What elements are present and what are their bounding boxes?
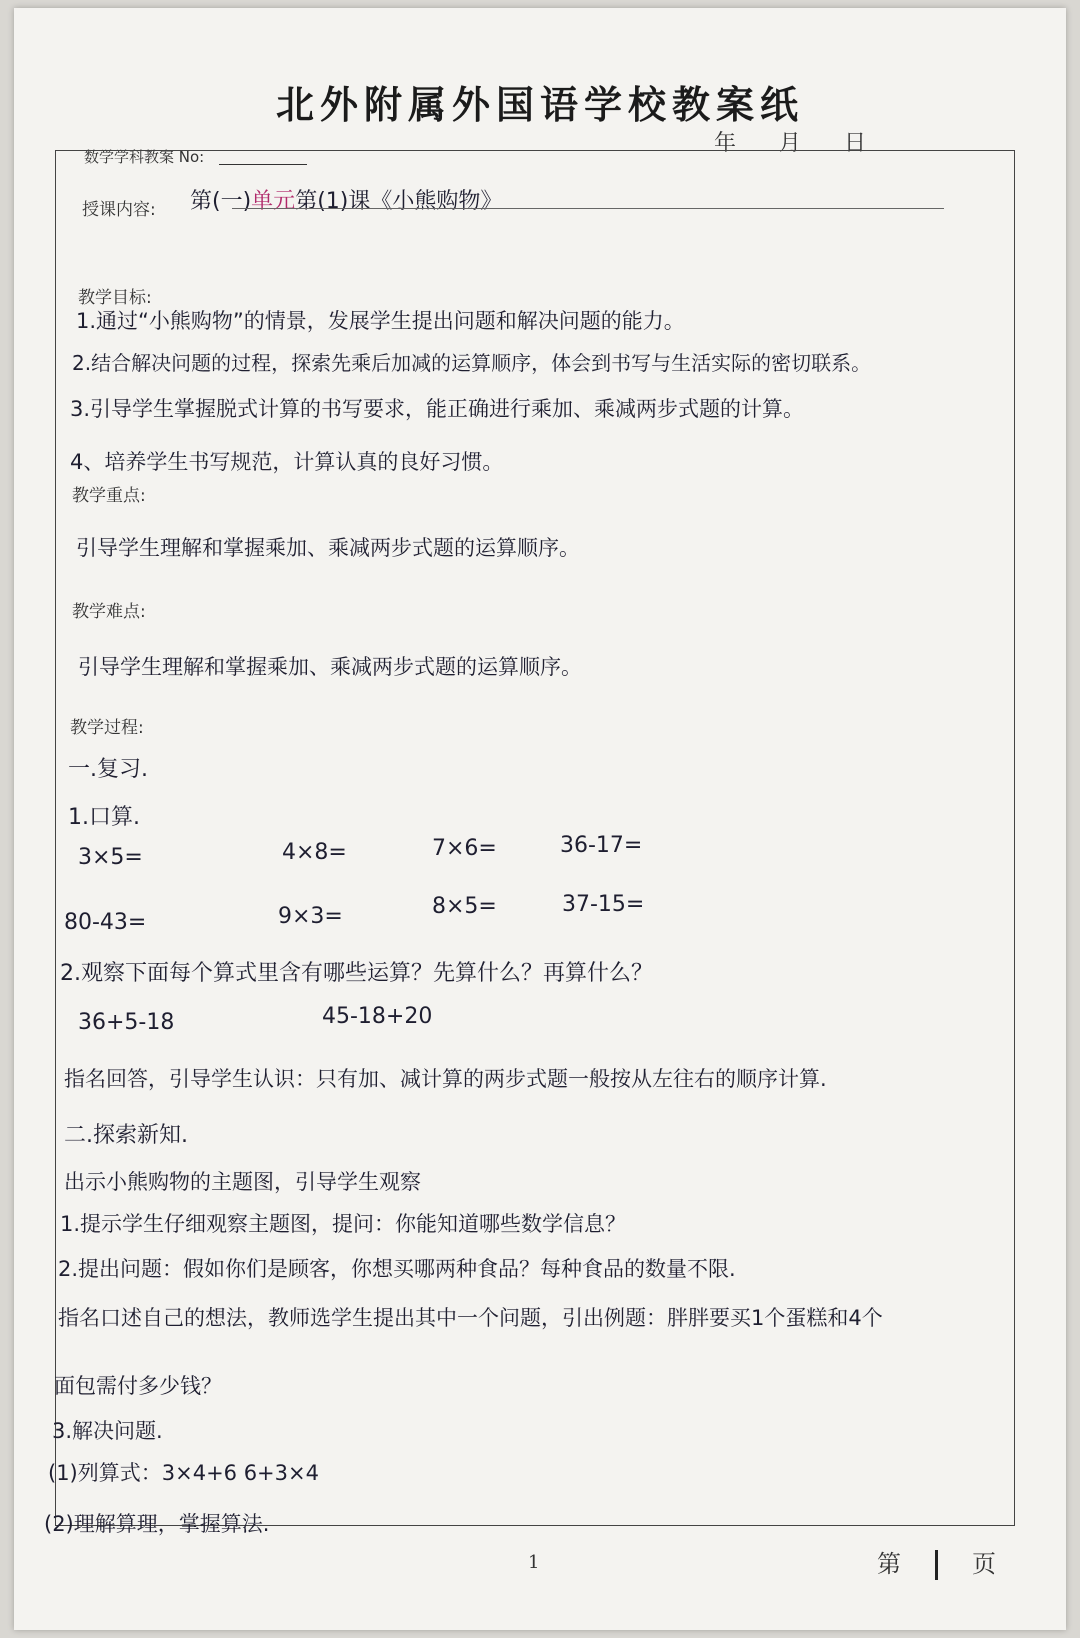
goal-item: 4、培养学生书写规范，计算认真的良好习惯。 <box>70 450 504 474</box>
page-title: 北外附属外国语学校教案纸 <box>275 82 804 127</box>
day-label: 日 <box>844 131 867 156</box>
page-prefix: 第 <box>877 1550 901 1578</box>
content-prefix: 第(一) <box>190 189 252 214</box>
step-formula: (1)列算式：3×4+6 6+3×4 <box>48 1461 319 1485</box>
content-text <box>190 184 502 215</box>
key-point-text: 引导学生理解和掌握乘加、乘减两步式题的运算顺序。 <box>76 536 580 560</box>
oral-calc-heading: 1.口算. <box>68 805 140 830</box>
step-describe: 指名口述自己的想法，教师选学生提出其中一个问题，引出例题：胖胖要买1个蛋糕和4个 <box>58 1306 883 1330</box>
show-picture-text: 出示小熊购物的主题图，引导学生观察 <box>64 1170 421 1194</box>
calc-item: 7×6= <box>432 836 497 861</box>
answer-text: 指名回答，引导学生认识：只有加、减计算的两步式题一般按从左往右的顺序计算. <box>64 1067 827 1091</box>
step-question: 2.提出问题：假如你们是顾客，你想买哪两种食品？每种食品的数量不限. <box>58 1257 736 1281</box>
goals-label: 教学目标: <box>78 288 152 308</box>
page-footer <box>877 1544 996 1580</box>
page-number: 1 <box>528 1552 540 1573</box>
calc-item: 36-17= <box>560 833 643 858</box>
content-label: 授课内容: <box>82 200 156 220</box>
section-review: 一.复习. <box>68 757 148 782</box>
calc-item: 8×5= <box>432 894 497 919</box>
expression-item: 45-18+20 <box>322 1004 433 1029</box>
process-label: 教学过程: <box>70 718 144 738</box>
difficulty-text: 引导学生理解和掌握乘加、乘减两步式题的运算顺序。 <box>78 655 582 679</box>
content-unit: 单元 <box>251 189 296 214</box>
page-suffix: 页 <box>972 1550 996 1578</box>
content-underline <box>232 208 944 209</box>
goal-item: 3.引导学生掌握脱式计算的书写要求，能正确进行乘加、乘减两步式题的计算。 <box>70 397 805 421</box>
calc-item: 9×3= <box>278 904 343 929</box>
key-point-label: 教学重点: <box>72 486 146 506</box>
content-suffix: 第(1)课《小熊购物》 <box>295 189 503 214</box>
goal-item: 2.结合解决问题的过程，探索先乘后加减的运算顺序，体会到书写与生活实际的密切联系。 <box>72 351 872 375</box>
difficulty-label: 教学难点: <box>72 602 146 622</box>
calc-item: 80-43= <box>64 910 147 935</box>
subject-no-label: 数学学科教案 No: <box>84 148 205 166</box>
step-understand: (2)理解算理，掌握算法. <box>44 1512 270 1536</box>
calc-item: 4×8= <box>282 840 347 865</box>
calc-item: 3×5= <box>78 845 143 870</box>
step-describe-cont: 面包需付多少钱？ <box>54 1374 222 1398</box>
expression-item: 36+5-18 <box>78 1010 175 1035</box>
page-number-handwritten-mark <box>935 1550 938 1580</box>
step-solve: 3.解决问题. <box>52 1419 163 1443</box>
section-explore: 二.探索新知. <box>64 1123 188 1148</box>
calc-item: 37-15= <box>562 892 645 917</box>
step-observe: 1.提示学生仔细观察主题图，提问：你能知道哪些数学信息？ <box>60 1212 627 1236</box>
goal-item: 1.通过“小熊购物”的情景，发展学生提出问题和解决问题的能力。 <box>76 309 685 333</box>
observe-question: 2.观察下面每个算式里含有哪些运算？先算什么？再算什么？ <box>60 961 653 986</box>
month-label: 月 <box>779 131 802 156</box>
year-label: 年 <box>714 131 737 156</box>
